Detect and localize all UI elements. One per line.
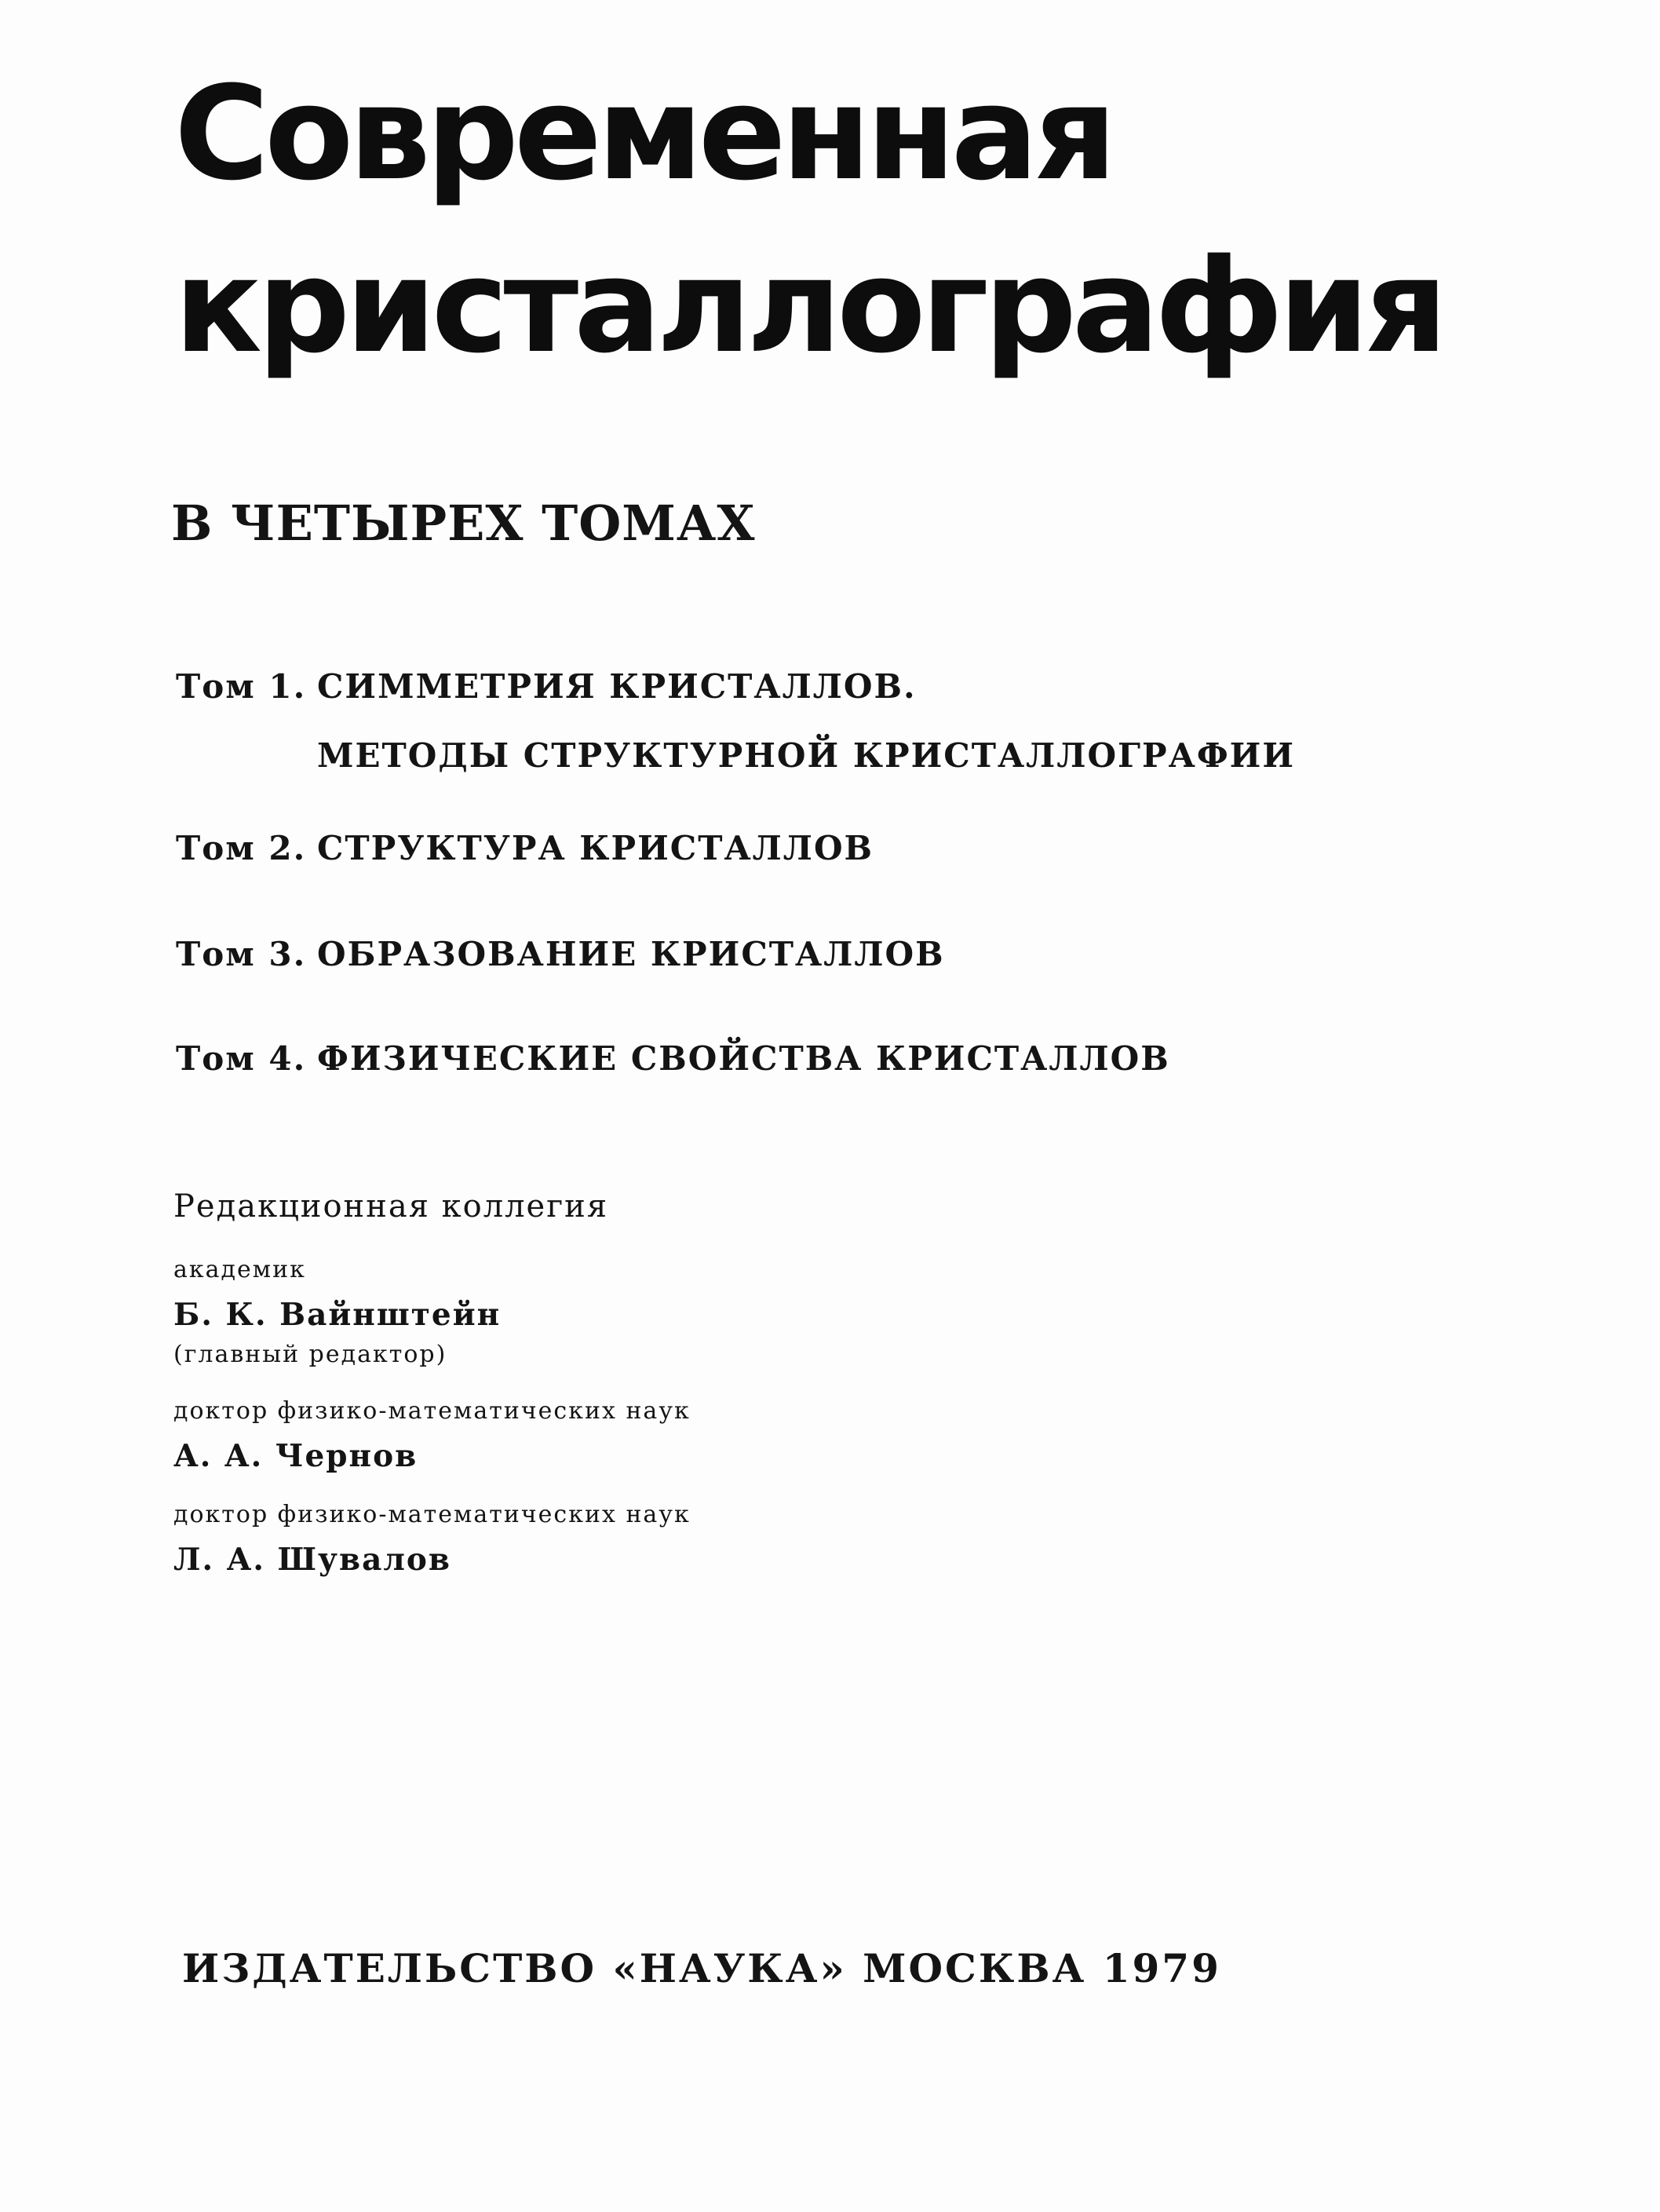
volume-label: Том 4.: [176, 1039, 307, 1078]
board-member-name: Б. К. Вайнштейн: [173, 1297, 502, 1333]
volume-label: Том 3.: [176, 935, 307, 973]
book-title-line-2: кристаллография: [174, 231, 1443, 381]
volume-title-continued: МЕТОДЫ СТРУКТУРНОЙ КРИСТАЛЛОГРАФИИ: [317, 736, 1296, 775]
board-member-name: Л. А. Шувалов: [173, 1542, 451, 1578]
board-member-role: доктор физико-математических наук: [173, 1397, 691, 1425]
volume-title: ФИЗИЧЕСКИЕ СВОЙСТВА КРИСТАЛЛОВ: [317, 1039, 1170, 1078]
series-subtitle: В ЧЕТЫРЕХ ТОМАХ: [171, 495, 756, 552]
publisher-imprint: ИЗДАТЕЛЬСТВО «НАУКА» МОСКВА 1979: [182, 1945, 1221, 1991]
board-member-note: (главный редактор): [173, 1341, 447, 1368]
book-title-line-1: Современная: [174, 58, 1112, 209]
volume-label: Том 2.: [176, 829, 307, 867]
volume-title: СТРУКТУРА КРИСТАЛЛОВ: [317, 829, 874, 867]
board-member-name: А. А. Чернов: [173, 1438, 418, 1474]
editorial-board-heading: Редакционная коллегия: [173, 1188, 609, 1225]
volume-title: ОБРАЗОВАНИЕ КРИСТАЛЛОВ: [317, 935, 945, 973]
board-member-role: доктор физико-математических наук: [173, 1501, 691, 1528]
volume-label: Том 1.: [176, 667, 307, 706]
volume-title: СИММЕТРИЯ КРИСТАЛЛОВ.: [317, 667, 917, 706]
board-member-role: академик: [173, 1256, 306, 1283]
